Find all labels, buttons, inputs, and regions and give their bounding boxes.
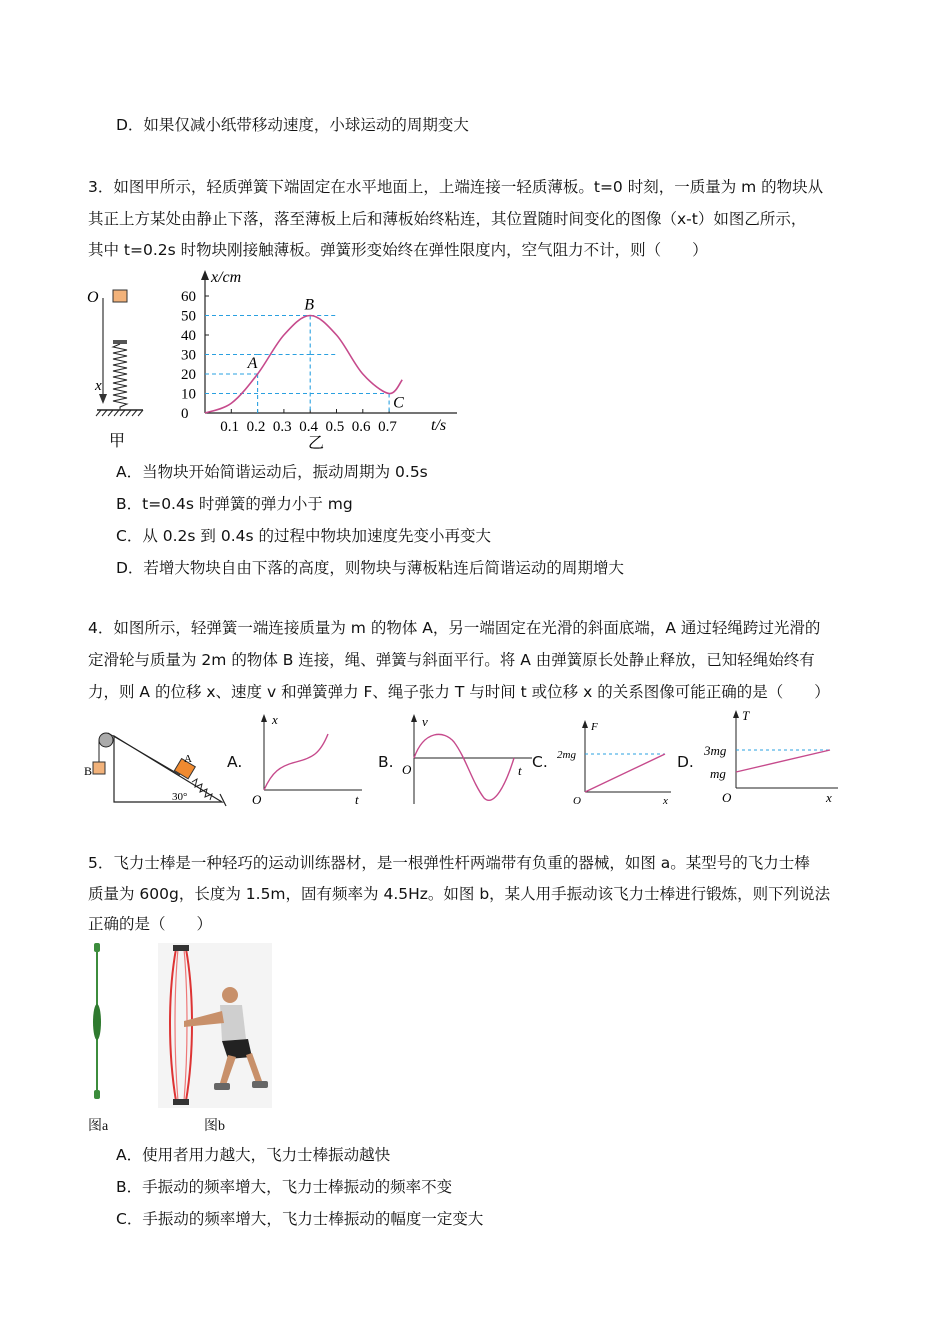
- q4-stem-line-1: 4．如图所示，轻弹簧一端连接质量为 m 的物体 A，另一端固定在光滑的斜面底端，A 通过轻绳跨过光滑的: [88, 619, 821, 637]
- q3-point-A: A: [247, 355, 258, 372]
- q4-b-ylabel: v: [422, 714, 428, 729]
- q4-c-xlabel: x: [663, 795, 668, 807]
- q4-d-start: mg: [710, 766, 726, 781]
- q3-xlabel: t/s: [431, 417, 447, 434]
- q4-choice-c-graph: [555, 718, 675, 808]
- q5-stem-line-1: 5．飞力士棒是一种轻巧的运动训练器材，是一根弹性杆两端带有负重的器械，如图 a。某型号的飞力士棒: [88, 854, 810, 872]
- q4-incline-figure: [84, 722, 232, 808]
- q4-block-b: [93, 762, 105, 774]
- q3-jia-origin-label: O: [87, 289, 99, 306]
- q3-ytick-label: 10: [181, 386, 196, 403]
- q3-ylabel: x/cm: [211, 269, 242, 286]
- q4-b-xlabel: t: [518, 763, 522, 778]
- q3-y-arrow-icon: [201, 270, 209, 280]
- q5-person-head: [222, 987, 238, 1003]
- q3-option-a: A．当物块开始简谐运动后，振动周期为 0.5s: [116, 463, 428, 481]
- q5-figure-b: [158, 943, 272, 1108]
- q3-xtick-label: 0.5: [325, 419, 345, 435]
- q3-xtick-label: 0.3: [272, 419, 292, 435]
- q3-stem-line-2: 其正上方某处由静止下落，落至薄板上后和薄板始终粘连，其位置随时间变化的图像（x-t）如图乙所示，: [88, 210, 807, 228]
- q3-xtick-label: 0.7: [378, 419, 397, 435]
- q3-option-c: C．从 0.2s 到 0.4s 的过程中物块加速度先变小再变大: [116, 527, 491, 545]
- q3-yi-caption: 乙: [308, 435, 325, 452]
- q4-b-origin: O: [402, 762, 412, 777]
- q3-ytick-label: 20: [181, 367, 196, 383]
- q4-choice-b-graph: [400, 712, 535, 808]
- q3-ytick-label: 40: [181, 328, 196, 344]
- q3-x-arrow-icon: [99, 394, 107, 404]
- q4-choice-d-label: D.: [677, 753, 694, 771]
- q3-xtick-label: 0.4: [299, 419, 318, 435]
- q3-stem-line-1: 3．如图甲所示，轻质弹簧下端固定在水平地面上，上端连接一轻质薄板。t=0 时刻，一质量为 m 的物块从: [88, 178, 824, 196]
- q5-fig-a-caption: 图a: [88, 1119, 109, 1134]
- q3-plate: [113, 340, 127, 344]
- q4-a-origin: O: [252, 792, 262, 807]
- q4-label-a: A: [184, 753, 192, 765]
- q4-stem-line-2: 定滑轮与质量为 2m 的物体 B 连接，绳、弹簧与斜面平行。将 A 由弹簧原长处静止释放，已知轻绳始终有: [88, 651, 815, 669]
- q4-c-ylabel: F: [591, 721, 598, 733]
- q4-angle: 30°: [172, 791, 188, 803]
- q3-point-C: C: [393, 394, 404, 412]
- q3-xtick-label: 0.6: [351, 419, 371, 435]
- q3-figure-jia: [85, 282, 155, 454]
- q5-option-b: B．手振动的频率增大，飞力士棒振动的频率不变: [116, 1178, 453, 1196]
- q5-fig-b-caption: 图b: [204, 1119, 225, 1134]
- q3-curve: [205, 316, 402, 414]
- q4-stem-line-3: 力，则 A 的位移 x、速度 v 和弹簧弹力 F、绳子张力 T 与时间 t 或位移 x 的关系图像可能正确的是（ ）: [88, 683, 830, 701]
- q3-option-d: D．若增大物块自由下落的高度，则物块与薄板粘连后简谐运动的周期增大: [116, 559, 624, 577]
- q3-stem-line-3: 其中 t=0.2s 时物块刚接触薄板。弹簧形变始终在弹性限度内，空气阻力不计，则（ ）: [88, 241, 708, 259]
- q4-d-ylabel: T: [742, 708, 750, 723]
- q5-b-bar-end-top: [173, 945, 189, 951]
- q4-a-ylabel: x: [272, 712, 278, 727]
- q4-c-origin: O: [573, 795, 581, 807]
- q5-b-bar-end-bottom: [173, 1099, 189, 1105]
- q3-ytick-label: 60: [181, 289, 196, 305]
- q4-d-line: [736, 750, 830, 772]
- q4-d-level: 3mg: [704, 743, 727, 758]
- q3-jia-axis-label: x: [95, 378, 102, 394]
- q3-point-B: B: [304, 296, 314, 314]
- q4-choice-d-graph: [700, 708, 842, 808]
- q4-d-origin: O: [722, 790, 732, 805]
- q4-c-line: [585, 754, 665, 792]
- q4-a-xlabel: t: [355, 792, 359, 807]
- q4-choice-a-label: A.: [227, 753, 243, 771]
- q5-stem-line-3: 正确的是（ ）: [88, 915, 213, 933]
- q3-xtick-label: 0.1: [220, 419, 240, 435]
- q5-bar-end-top: [94, 943, 100, 952]
- q5-bar-end-bottom: [94, 1090, 100, 1099]
- q5-option-a: A．使用者用力越大，飞力士棒振动越快: [116, 1146, 391, 1164]
- q3-ytick-label: 50: [181, 308, 196, 325]
- q4-choice-a-graph: [250, 712, 370, 808]
- q5-bar-grip: [93, 1004, 101, 1040]
- q4-b-curve: [414, 734, 514, 800]
- q4-choice-c-label: C.: [532, 753, 548, 771]
- q4-a-curve: [264, 734, 328, 790]
- q3-spring: [113, 344, 127, 410]
- q4-label-b: B: [84, 764, 93, 778]
- q3-block: [113, 290, 127, 302]
- q4-c-level: 2mg: [557, 749, 576, 761]
- q2-option-d: D．如果仅减小纸带移动速度，小球运动的周期变大: [116, 116, 469, 134]
- q3-xt-chart: [175, 266, 465, 454]
- q4-choice-b-label: B.: [378, 753, 394, 771]
- q3-jia-caption: 甲: [109, 433, 126, 450]
- q3-ytick-label: 0: [181, 406, 189, 422]
- q3-ytick-label: 30: [181, 347, 196, 364]
- q5-stem-line-2: 质量为 600g，长度为 1.5m，固有频率为 4.5Hz。如图 b，某人用手振动该飞力士棒进行锻炼，则下列说法: [88, 885, 831, 903]
- q4-d-xlabel: x: [826, 790, 832, 805]
- q3-xtick-label: 0.2: [246, 419, 266, 435]
- q5-figure-a: [85, 940, 115, 1120]
- q3-option-b: B．t=0.4s 时弹簧的弹力小于 mg: [116, 495, 353, 513]
- q5-option-c: C．手振动的频率增大，飞力士棒振动的幅度一定变大: [116, 1210, 484, 1228]
